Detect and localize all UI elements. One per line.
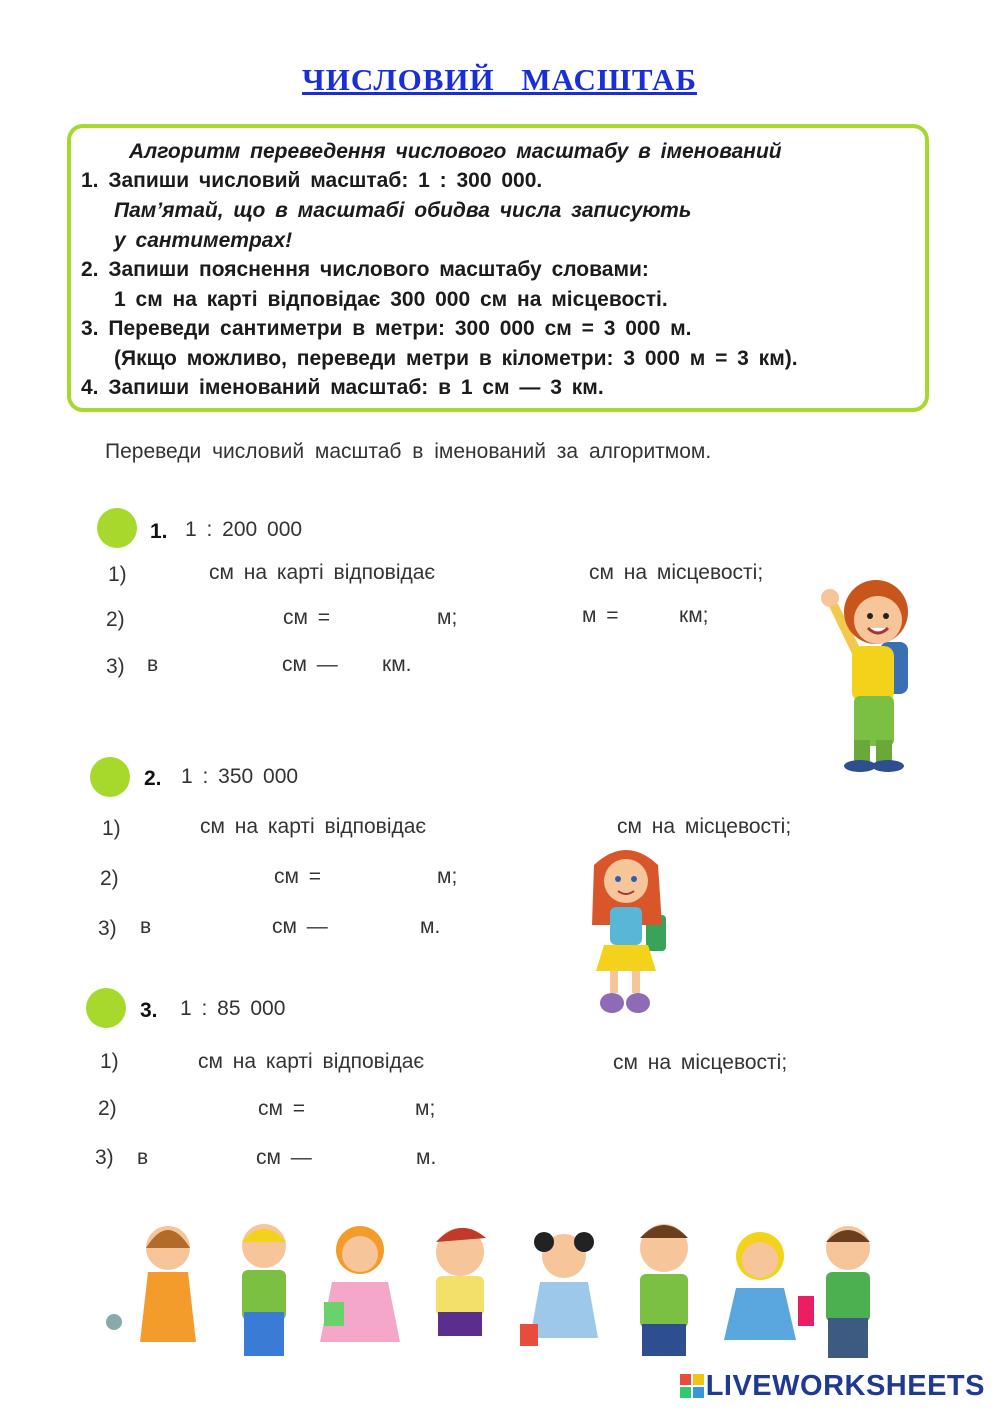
task-marker xyxy=(86,988,126,1028)
text-fragment: см — xyxy=(272,915,328,938)
row-label: 3) xyxy=(98,917,117,940)
row-label: 2) xyxy=(98,1097,117,1120)
task-marker xyxy=(90,757,130,797)
girl-illustration xyxy=(586,845,671,1023)
liveworksheets-logo-icon xyxy=(680,1374,704,1398)
algorithm-step-3-detail: (Якщо можливо, переведи метри в кілометри: 3 000 м = 3 км). xyxy=(114,347,798,370)
brand-text: LIVEWORKSHEETS xyxy=(705,1370,985,1402)
task-number: 3. xyxy=(140,999,158,1022)
text-fragment: м; xyxy=(437,606,458,629)
text-fragment: в xyxy=(140,915,152,938)
text-fragment: см на місцевості; xyxy=(613,1051,788,1074)
task-scale: 1 : 85 000 xyxy=(180,997,286,1020)
task-scale: 1 : 350 000 xyxy=(181,765,299,788)
text-fragment: см на карті відповідає xyxy=(198,1050,425,1073)
row-label: 2) xyxy=(106,608,125,631)
text-fragment: в xyxy=(137,1146,149,1169)
row-label: 2) xyxy=(100,867,119,890)
text-fragment: в xyxy=(147,653,159,676)
row-label: 1) xyxy=(108,563,127,586)
text-fragment: км; xyxy=(679,604,709,627)
algorithm-step-4: 4. Запиши іменований масштаб: в 1 см — 3 км. xyxy=(81,376,604,399)
text-fragment: м; xyxy=(415,1097,436,1120)
algorithm-heading: Алгоритм переведення числового масштабу в іменований xyxy=(129,140,782,163)
boy-illustration xyxy=(818,560,930,775)
algorithm-step-2-detail: 1 см на карті відповідає 300 000 см на місцевості. xyxy=(114,288,668,311)
algorithm-step-1: 1. Запиши числовий масштаб: 1 : 300 000. xyxy=(81,169,543,192)
algorithm-step-3: 3. Переведи сантиметри в метри: 300 000 см = 3 000 м. xyxy=(81,317,692,340)
row-label: 3) xyxy=(106,655,125,678)
text-fragment: км. xyxy=(382,653,412,676)
row-label: 1) xyxy=(100,1050,119,1073)
text-fragment: см = xyxy=(274,865,322,888)
text-fragment: см на карті відповідає xyxy=(200,815,427,838)
task-scale: 1 : 200 000 xyxy=(185,518,303,541)
task-marker xyxy=(97,508,137,548)
algorithm-step-1-note: Пам’ятай, що в масштабі обидва числа записують xyxy=(114,199,692,222)
row-label: 1) xyxy=(102,817,121,840)
task-number: 1. xyxy=(150,520,168,543)
text-fragment: см на карті відповідає xyxy=(209,561,436,584)
algorithm-step-1-note-2: у сантиметрах! xyxy=(114,229,293,252)
task-number: 2. xyxy=(144,767,162,790)
algorithm-box xyxy=(67,124,929,412)
text-fragment: см на місцевості; xyxy=(617,815,792,838)
text-fragment: см = xyxy=(283,606,331,629)
text-fragment: см на місцевості; xyxy=(589,561,764,584)
brand-logo xyxy=(680,1370,985,1403)
page-title: ЧИСЛОВИЙ МАСШТАБ xyxy=(302,62,697,97)
text-fragment: см — xyxy=(282,653,338,676)
text-fragment: м. xyxy=(420,915,441,938)
text-fragment: м. xyxy=(416,1146,437,1169)
algorithm-step-2: 2. Запиши пояснення числового масштабу словами: xyxy=(81,258,649,281)
instruction: Переведи числовий масштаб в іменований за алгоритмом. xyxy=(105,440,712,463)
text-fragment: см = xyxy=(258,1097,306,1120)
row-label: 3) xyxy=(95,1146,114,1169)
text-fragment: м = xyxy=(582,604,619,627)
children-group-illustration xyxy=(104,1212,900,1380)
text-fragment: см — xyxy=(256,1146,312,1169)
text-fragment: м; xyxy=(437,865,458,888)
